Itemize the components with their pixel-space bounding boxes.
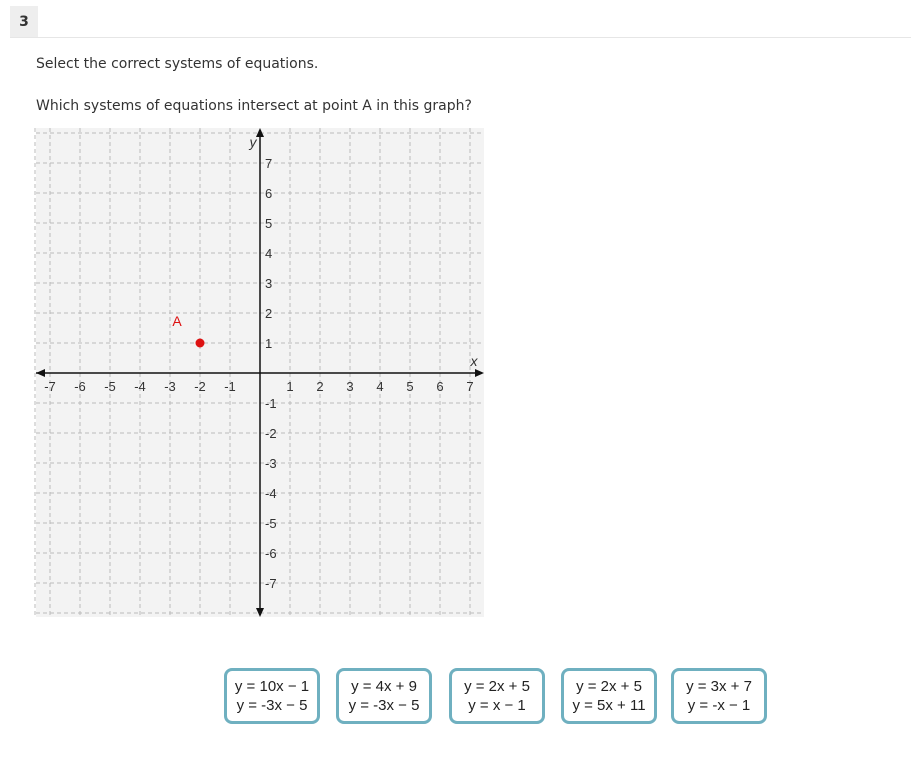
y-tick-label: 5 <box>265 216 273 231</box>
question-number: 3 <box>10 6 38 37</box>
x-tick-label: 1 <box>286 379 294 394</box>
choice-1[interactable] <box>224 668 320 724</box>
choice-2[interactable] <box>336 668 432 724</box>
y-tick-label: -3 <box>265 456 277 471</box>
choice-4-eq2: y = 5x + 11 <box>572 697 646 714</box>
x-tick-label: 7 <box>466 379 474 394</box>
point-a <box>196 339 205 348</box>
y-tick-label: 2 <box>265 306 273 321</box>
point-a-label: A <box>172 313 182 329</box>
y-tick-label: -5 <box>265 516 277 531</box>
x-tick-label: -1 <box>224 379 236 394</box>
choice-2-eq1: y = 4x + 9 <box>351 678 417 695</box>
choice-2-eq2: y = -3x − 5 <box>348 697 420 714</box>
y-tick-label: -2 <box>265 426 277 441</box>
choice-4-eq1: y = 2x + 5 <box>576 678 642 695</box>
choice-5[interactable] <box>671 668 767 724</box>
x-tick-label: -2 <box>194 379 206 394</box>
x-tick-label: 2 <box>316 379 324 394</box>
y-tick-label: -1 <box>265 396 277 411</box>
x-tick-label: 5 <box>406 379 414 394</box>
question-text: Which systems of equations intersect at point A in this graph? <box>36 98 472 114</box>
y-axis-label: y <box>249 134 257 150</box>
y-tick-label: 7 <box>265 156 273 171</box>
choice-1-eq2: y = -3x − 5 <box>236 697 308 714</box>
choice-5-eq2: y = -x − 1 <box>687 697 751 714</box>
y-tick-label: -4 <box>265 486 277 501</box>
choice-3-eq1: y = 2x + 5 <box>464 678 530 695</box>
instruction-text: Select the correct systems of equations. <box>36 56 319 72</box>
x-tick-label: 3 <box>346 379 354 394</box>
y-tick-label: -7 <box>265 576 277 591</box>
x-axis-label: x <box>470 353 478 369</box>
choice-4[interactable] <box>561 668 657 724</box>
y-tick-label: 6 <box>265 186 273 201</box>
choice-1-eq1: y = 10x − 1 <box>234 678 310 695</box>
x-tick-label: -4 <box>134 379 146 394</box>
choice-3[interactable] <box>449 668 545 724</box>
answer-choices <box>0 668 911 728</box>
y-tick-label: -6 <box>265 546 277 561</box>
x-tick-label: -6 <box>74 379 86 394</box>
x-tick-label: -5 <box>104 379 116 394</box>
x-tick-label: -7 <box>44 379 56 394</box>
y-tick-label: 3 <box>265 276 273 291</box>
choice-3-eq2: y = x − 1 <box>468 697 526 714</box>
x-tick-label: 4 <box>376 379 384 394</box>
y-tick-label: 4 <box>265 246 273 261</box>
y-tick-label: 1 <box>265 336 273 351</box>
choice-5-eq1: y = 3x + 7 <box>686 678 752 695</box>
x-tick-label: -3 <box>164 379 176 394</box>
x-tick-label: 6 <box>436 379 444 394</box>
